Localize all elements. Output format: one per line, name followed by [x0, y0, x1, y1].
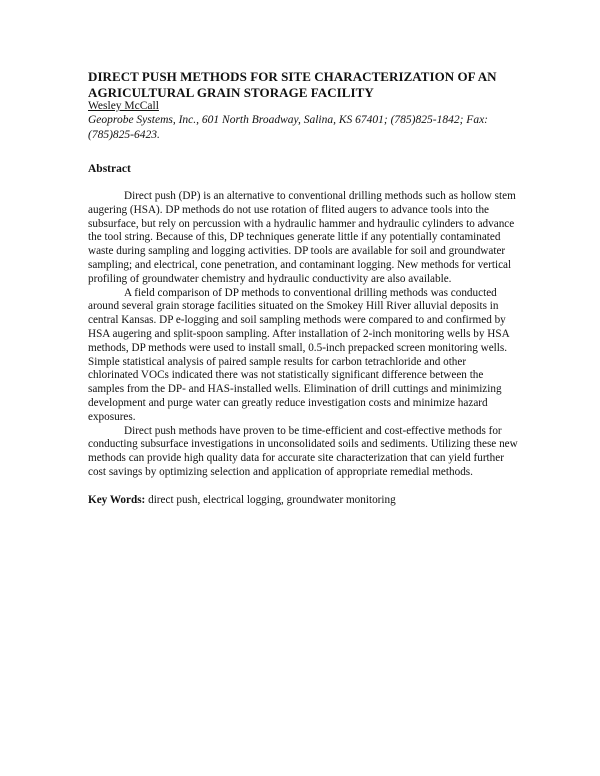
paper-page [88, 69, 518, 508]
abstract-heading: Abstract [88, 163, 131, 175]
keywords-text: direct push, electrical logging, groundwater monitoring [145, 493, 396, 506]
paper-title: DIRECT PUSH METHODS FOR SITE CHARACTERIZATION OF AN AGRICULTURAL GRAIN STORAGE FACILITY [88, 69, 497, 100]
abstract-paragraph-1: Direct push (DP) is an alternative to conventional drilling methods such as hollow stem augering (HSA). DP methods do not use rotation of flited augers to advance tools into the subsurface, but rely on percussion with a hydraulic hammer and hydraulic cylinders to advance the tool string. Because of this, DP techniques generate little if any potentially contaminated waste during sampling and logging activities. DP tools are available for soil and groundwater sampling; and electrical, cone penetration, and contaminant logging. New methods for vertical profiling of groundwater chemistry and hydraulic conductivity are also available. [88, 190, 516, 285]
abstract-paragraph-3: Direct push methods have proven to be time-efficient and cost-effective methods for conducting subsurface investigations in unconsolidated soils and sediments. Utilizing these new methods can provide high quality data for accurate site characterization that can yield further cost savings by optimizing selection and application of appropriate remedial methods. [88, 424, 518, 478]
keywords-label: Key Words: [88, 493, 146, 506]
author-name: Wesley McCall [88, 100, 159, 112]
keywords-line [88, 494, 518, 508]
author-affiliation: Geoprobe Systems, Inc., 601 North Broadway, Salina, KS 67401; (785)825-1842; Fax: (785)825-6423. [88, 114, 489, 141]
abstract-paragraph-2: A field comparison of DP methods to conventional drilling methods was conducted around several grain storage facilities situated on the Smokey Hill River alluvial deposits in central Kansas. DP e-logging and soil sampling methods were compared to and confirmed by HSA augering and split-spoon sampling. After installation of 2-inch monitoring wells by HSA methods, DP methods were used to install small, 0.5-inch prepacked screen monitoring wells. Simple statistical analysis of paired sample results for carbon tetrachloride and other chlorinated VOCs indicated there was not statistically significant difference between the samples from the DP- and HAS-installed wells. Elimination of drill cuttings and minimizing development and purge water can greatly reduce investigation costs and minimize hazard exposures. [88, 286, 510, 423]
